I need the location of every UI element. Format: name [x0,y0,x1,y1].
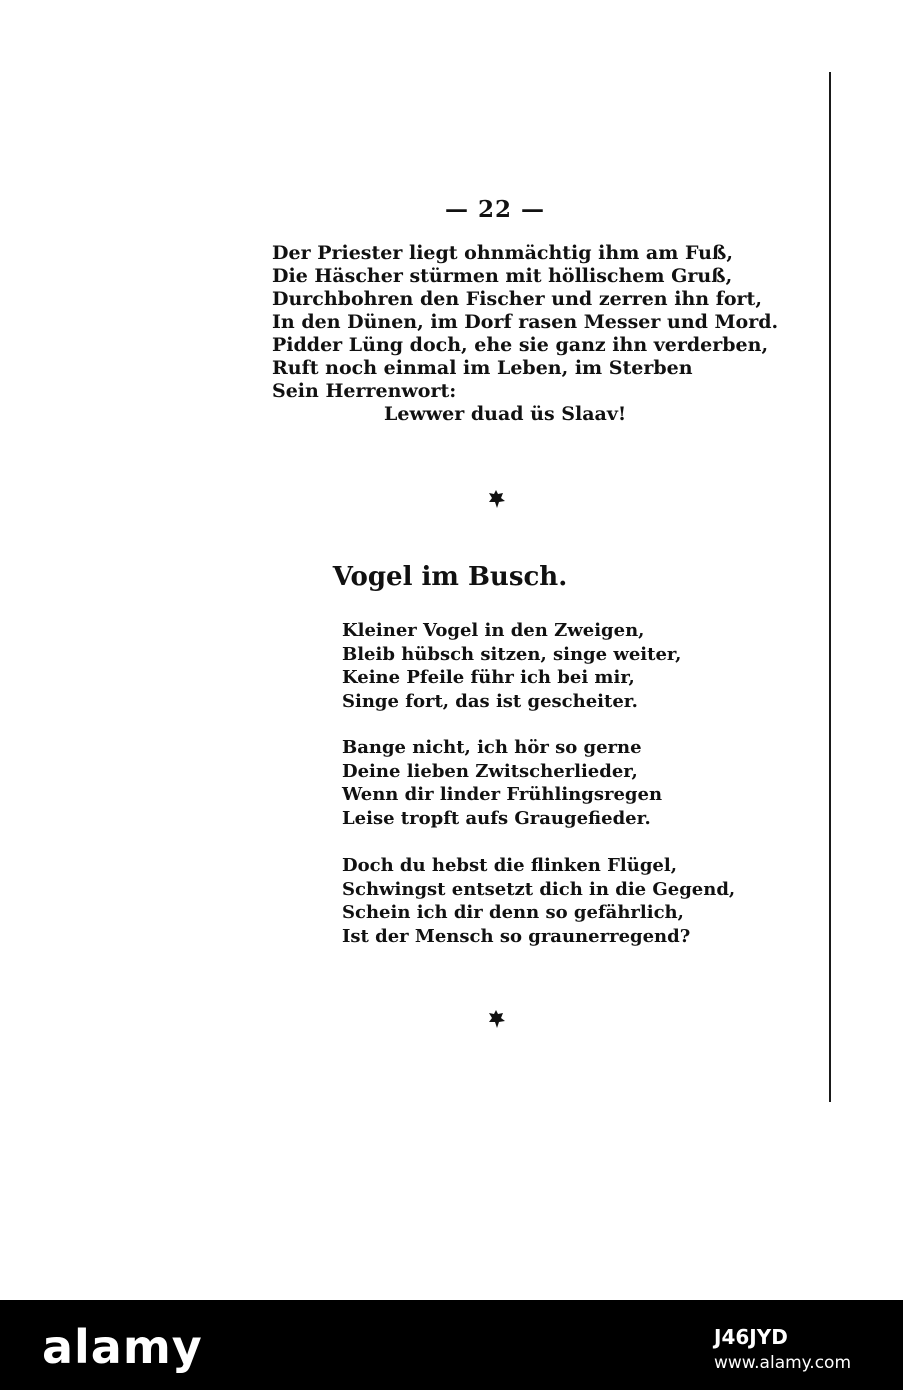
poem-stanza-2 [342,736,662,831]
poem-stanza-1 [342,619,681,714]
poem-line: Lewwer duad üs Slaav! [384,403,627,425]
poem-line: Bange nicht, ich hör so gerne [342,737,642,758]
poem-line: Doch du hebst die flinken Flügel, [342,855,677,876]
poem-line: Kleiner Vogel in den Zweigen, [342,620,645,641]
poem-stanza-3 [342,854,735,949]
poem-line: In den Dünen, im Dorf rasen Messer und Mord. [272,311,779,333]
leaf-ornament-icon [486,1008,506,1030]
poem-line: Der Priester liegt ohnmächtig ihm am Fuß, [272,242,733,264]
poem-line: Pidder Lüng doch, ehe sie ganz ihn verderben, [272,334,769,356]
poem-line: Die Häscher stürmen mit höllischem Gruß, [272,265,733,287]
image-id: J46JYD [714,1325,788,1349]
poem-line: Ist der Mensch so graunerregend? [342,926,691,948]
poem-line: Durchbohren den Fischer und zerren ihn fort, [272,288,762,310]
site-url: www.alamy.com [714,1353,852,1373]
poem-line: Wenn dir linder Frühlingsregen [342,784,663,806]
poem-line: Keine Pfeile führ ich bei mir, [342,667,635,689]
poem-line: Ruft noch einmal im Leben, im Sterben [272,357,693,379]
poem-line: Bleib hübsch sitzen, singe weiter, [342,643,682,665]
poem-line: Singe fort, das ist gescheiter. [342,691,638,713]
poem-line: Sein Herrenwort: [272,380,457,402]
poem-title: Vogel im Busch. [332,562,568,592]
poem-line: Schwingst entsetzt dich in die Gegend, [342,878,736,900]
poem-line: Leise tropft aufs Graugefieder. [342,808,651,830]
page-number: — 22 — [444,196,546,223]
poem-stanza-pidder-lueng [272,242,778,426]
poem-line: Deine lieben Zwitscherlieder, [342,760,638,782]
brand-logo: alamy [42,1320,203,1374]
leaf-ornament-icon [486,488,506,510]
poem-line: Schein ich dir denn so gefährlich, [342,902,684,924]
page-edge-line [829,72,831,1102]
